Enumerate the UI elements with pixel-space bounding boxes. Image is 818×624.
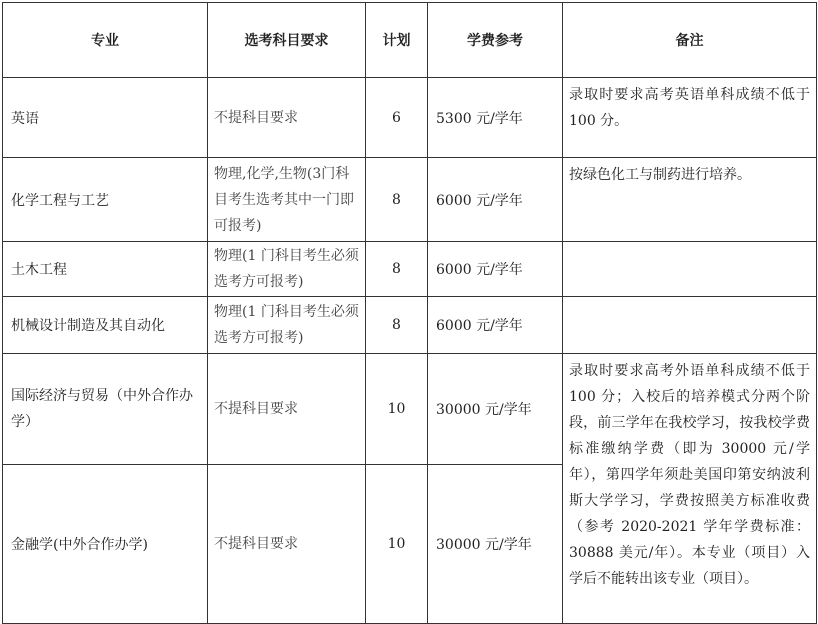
plan-cell: 10	[366, 354, 428, 465]
plan-cell: 10	[366, 465, 428, 624]
table-row	[3, 242, 817, 297]
table-row	[3, 78, 817, 158]
shared-note-cell: 录取时要求高考外语单科成绩不低于 100 分；入校后的培养模式分两个阶段，前三学年在我校学习，按我校学费标准缴纳学费（即为 30000 元/学年），第四学年须赴美国印第安纳波利斯大学学习，学费按照美方标准收费（参考 2020-2021 学年学费标准：30888 美元/年）。本专业（项目）入学后不能转出该专业（项目）。	[563, 354, 817, 624]
plan-cell: 8	[366, 297, 428, 354]
fee-cell: 6000 元/学年	[428, 297, 563, 354]
note-cell	[563, 297, 817, 354]
note-cell: 按绿色化工与制药进行培养。	[563, 158, 817, 242]
plan-cell: 8	[366, 158, 428, 242]
subjects-cell: 不提科目要求	[208, 465, 366, 624]
major-cell: 土木工程	[3, 242, 208, 297]
major-cell: 英语	[3, 78, 208, 158]
header-plan: 计划	[366, 3, 428, 78]
header-note: 备注	[563, 3, 817, 78]
subjects-cell: 物理(1 门科目考生必须选考方可报考)	[208, 242, 366, 297]
subjects-cell: 物理(1 门科目考生必须选考方可报考)	[208, 297, 366, 354]
fee-cell: 5300 元/学年	[428, 78, 563, 158]
subjects-cell: 不提科目要求	[208, 354, 366, 465]
fee-cell: 6000 元/学年	[428, 242, 563, 297]
plan-cell: 6	[366, 78, 428, 158]
table-row	[3, 297, 817, 354]
header-row	[3, 3, 817, 78]
header-major: 专业	[3, 3, 208, 78]
header-fee: 学费参考	[428, 3, 563, 78]
fee-cell: 30000 元/学年	[428, 354, 563, 465]
subjects-cell: 不提科目要求	[208, 78, 366, 158]
major-cell: 国际经济与贸易（中外合作办学）	[3, 354, 208, 465]
note-cell: 录取时要求高考英语单科成绩不低于 100 分。	[563, 78, 817, 158]
major-cell: 机械设计制造及其自动化	[3, 297, 208, 354]
admission-plan-table	[2, 2, 817, 624]
major-cell: 化学工程与工艺	[3, 158, 208, 242]
header-subjects: 选考科目要求	[208, 3, 366, 78]
subjects-cell: 物理,化学,生物(3门科目考生选考其中一门即可报考)	[208, 158, 366, 242]
fee-cell: 30000 元/学年	[428, 465, 563, 624]
plan-cell: 8	[366, 242, 428, 297]
table-row	[3, 158, 817, 242]
fee-cell: 6000 元/学年	[428, 158, 563, 242]
note-cell	[563, 242, 817, 297]
major-cell: 金融学(中外合作办学)	[3, 465, 208, 624]
table-row	[3, 354, 817, 465]
